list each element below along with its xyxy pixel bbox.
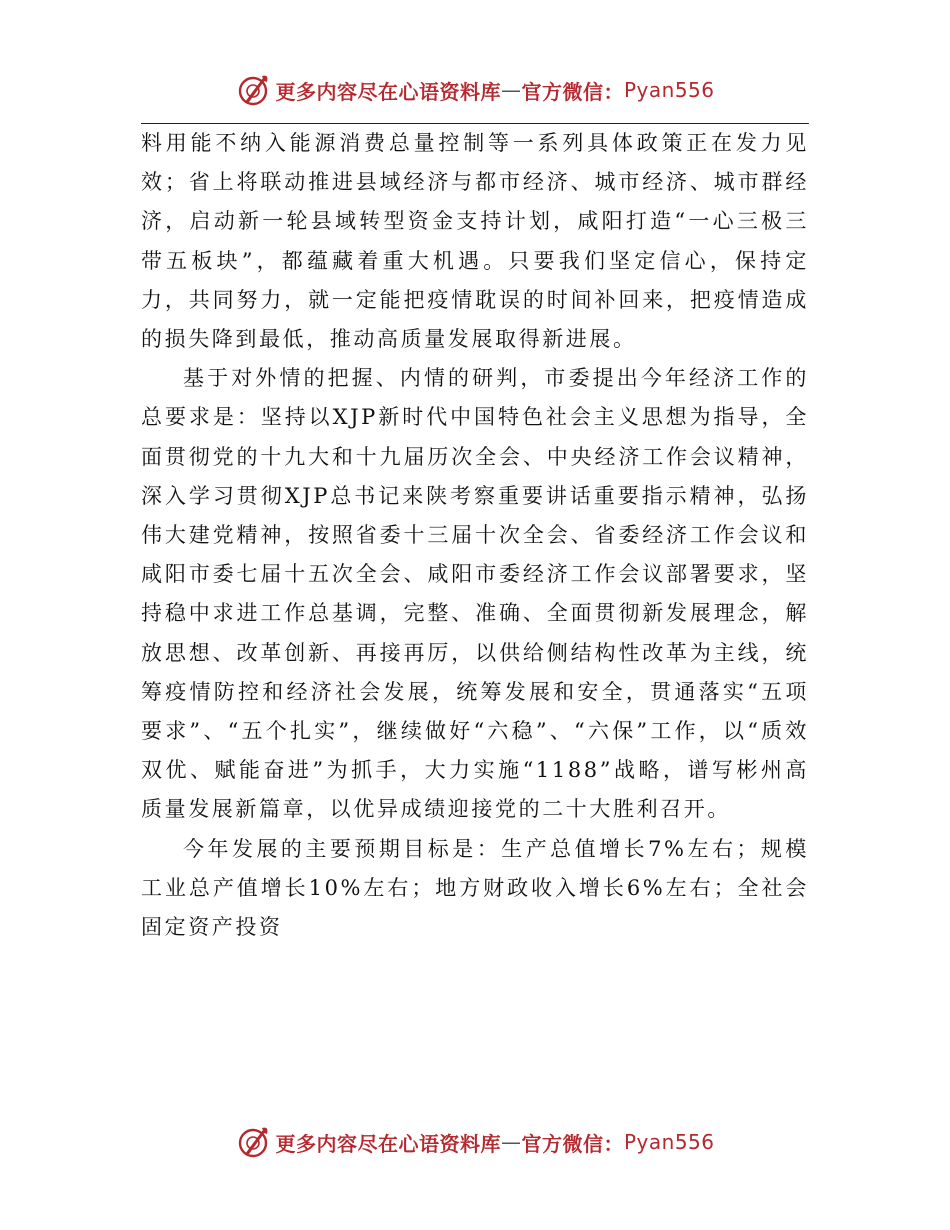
quill-circle-icon [235, 72, 271, 108]
quill-circle-icon [235, 1124, 271, 1160]
banner-wechat-label: 官方微信： [521, 1131, 624, 1156]
paragraph: 今年发展的主要预期目标是：生产总值增长7%左右；规模工业总产值增长10%左右；地方财政收入增长6%左右；全社会固定资产投资 [141, 836, 809, 940]
paragraph: 基于对外情的把握、内情的研判，市委提出今年经济工作的总要求是：坚持以XJP新时代中国特色社会主义思想为指导，全面贯彻党的十九大和十九届历次全会、中央经济工作会议精神，深入学习贯彻XJP总书记来陕考察重要讲话重要指示精神，弘扬伟大建党精神，按照省委十三届十次全会、省委经济工作会议和咸阳市委七届十五次全会、咸阳市委经济工作会议部署要求，坚持稳中求进工作总基调，完整、准确、全面贯彻新发展理念，解放思想、改革创新、再接再厉，以供给侧结构性改革为主线，统筹疫情防控和经济社会发展，统筹发展和安全，贯通落实“五项要求”、“五个扎实”，继续做好“六稳”、“六保”工作，以“质效双优、赋能奋进”为抓手，大力实施“1188”战略，谱写彬州高质量发展新篇章，以优异成绩迎接党的二十大胜利召开。 [141, 366, 809, 822]
document-body [141, 124, 809, 947]
banner-wechat-label: 官方微信： [521, 79, 624, 104]
banner-title: 更多内容尽在心语资料库 [275, 79, 501, 104]
banner-account: Pyan556 [623, 78, 715, 102]
paragraph: 料用能不纳入能源消费总量控制等一系列具体政策正在发力见效；省上将联动推进县域经济与都市经济、城市经济、城市群经济，启动新一轮县域转型资金支持计划，咸阳打造“一心三极三带五板块”，都蕴藏着重大机遇。只要我们坚定信心，保持定力，共同努力，就一定能把疫情耽误的时间补回来，把疫情造成的损失降到最低，推动高质量发展取得新进展。 [141, 131, 809, 352]
header-banner [0, 70, 950, 110]
banner-title: 更多内容尽在心语资料库 [275, 1131, 501, 1156]
banner-separator: — [500, 78, 522, 102]
footer-banner [0, 1122, 950, 1162]
banner-account: Pyan556 [623, 1130, 715, 1154]
banner-separator: — [500, 1130, 522, 1154]
